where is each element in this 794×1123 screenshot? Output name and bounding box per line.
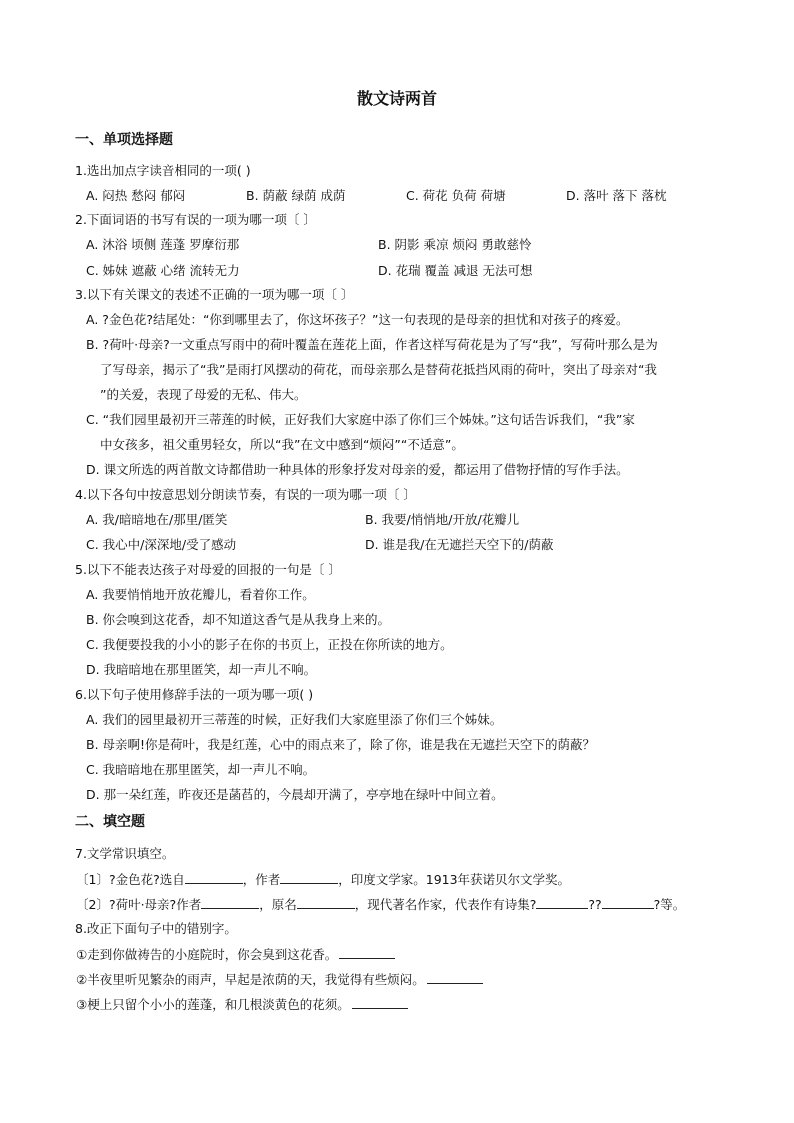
page-title: 散文诗两首: [356, 89, 437, 108]
question-7-line-1: [76, 871, 570, 888]
question-1-option-a[interactable]: A. 闷热 愁闷 郁闷: [86, 188, 186, 203]
question-5-option-a[interactable]: A. 我要悄悄地开放花瓣儿，看着你工作。: [86, 587, 315, 602]
question-1-stem: 1.选出加点字读音相同的一项( ): [75, 163, 251, 178]
question-8-sentence-3-text: ③梗上只留个小小的莲蓬，和几根淡黄色的花须。: [76, 997, 350, 1012]
answer-blank[interactable]: [297, 896, 355, 909]
question-3-option-b-line3: ”的关爱，表现了母爱的无私、伟大。: [100, 387, 307, 402]
question-4-stem: 4.以下各句中按意思划分朗读节奏，有误的一项为哪一项〔 〕: [75, 487, 416, 502]
answer-blank[interactable]: [185, 871, 243, 884]
question-8-sentence-1-text: ①走到你做祷告的小庭院时，你会臭到这花香。: [76, 947, 338, 962]
question-6-option-d[interactable]: D. 那一朵红莲，昨夜还是菡萏的，今晨却开满了，亭亭地在绿叶中间立着。: [86, 787, 504, 802]
question-3-option-c-line2: 中女孩多，祖父重男轻女，所以“我”在文中感到“烦闷”“不适意”。: [100, 437, 464, 452]
question-8-stem: 8.改正下面句子中的错别字。: [75, 921, 237, 936]
question-6-option-a[interactable]: A. 我们的园里最初开三蒂莲的时候，正好我们大家庭里添了你们三个姊妹。: [86, 712, 503, 727]
question-7-line-2: [76, 896, 685, 913]
question-2-option-b[interactable]: B. 阴影 乘凉 烦闷 勇敢慈怜: [378, 237, 532, 252]
question-4-option-a[interactable]: A. 我/暗暗地在/那里/匿笑: [86, 512, 228, 527]
question-1-option-c[interactable]: C. 荷花 负荷 荷塘: [406, 188, 506, 203]
question-7-line-1-text-3: ，印度文学家。1913年获诺贝尔文学奖。: [338, 872, 571, 887]
question-6-stem: 6.以下句子使用修辞手法的一项为哪一项( ): [75, 687, 314, 702]
answer-blank[interactable]: [352, 996, 408, 1009]
question-8-sentence-2: [76, 971, 483, 988]
question-5-option-c[interactable]: C. 我便要投我的小小的影子在你的书页上，正投在你所读的地方。: [86, 637, 453, 652]
question-1-option-d[interactable]: D. 落叶 落下 落枕: [566, 188, 667, 203]
question-3-option-c-line1[interactable]: C. “我们园里最初开三蒂莲的时候，正好我们大家庭中添了你们三个姊妹。”这句话告诉我们，“我”家: [86, 412, 635, 427]
question-3-option-d[interactable]: D. 课文所选的两首散文诗都借助一种具体的形象抒发对母亲的爱，都运用了借物抒情的写作手法。: [86, 462, 629, 477]
question-8-sentence-1: [76, 946, 395, 963]
question-3-option-b-line2: 了写母亲，揭示了“我”是雨打风摆动的荷花，而母亲那么是替荷花抵挡风雨的荷叶，突出了母亲对“我: [100, 362, 657, 377]
question-3-option-a[interactable]: A. ?金色花?结尾处：“你到哪里去了，你这坏孩子？”这一句表现的是母亲的担忧和对孩子的疼爱。: [86, 312, 629, 327]
question-5-stem: 5.以下不能表达孩子对母爱的回报的一句是〔 〕: [75, 562, 341, 577]
question-7-line-2-text-5: ?等。: [653, 897, 686, 912]
question-7-stem: 7.文学常识填空。: [75, 846, 175, 861]
question-7-line-1-text-1: 〔1〕?金色花?选自: [76, 872, 185, 887]
question-4-option-c[interactable]: C. 我心中/深深地/受了感动: [86, 537, 237, 552]
question-4-option-d[interactable]: D. 谁是我/在无遮拦天空下的/荫蔽: [365, 537, 554, 552]
question-6-option-b[interactable]: B. 母亲啊!你是荷叶，我是红莲，心中的雨点来了，除了你，谁是我在无遮拦天空下的荫蔽？: [86, 737, 596, 752]
answer-blank[interactable]: [536, 896, 588, 909]
answer-blank[interactable]: [602, 896, 654, 909]
question-2-option-c[interactable]: C. 姊妹 遮蔽 心绪 流转无力: [86, 263, 240, 278]
question-8-sentence-3: [76, 996, 408, 1013]
section-heading-fill: 二、填空题: [75, 814, 145, 830]
question-2-option-d[interactable]: D. 花瑞 覆盖 减退 无法可想: [378, 263, 533, 278]
question-7-line-2-text-1: 〔2〕?荷叶·母亲?作者: [76, 897, 202, 912]
question-8-sentence-2-text: ②半夜里听见繁杂的雨声，早起是浓荫的天，我觉得有些烦闷。: [76, 972, 425, 987]
question-3-option-b-line1[interactable]: B. ?荷叶·母亲?一文重点写雨中的荷叶覆盖在莲花上面，作者这样写荷花是为了写“我”，写荷叶那么是为: [86, 337, 658, 352]
question-2-stem: 2.下面词语的书写有误的一项为哪一项〔 〕: [75, 212, 316, 227]
answer-blank[interactable]: [201, 896, 259, 909]
question-5-option-d[interactable]: D. 我暗暗地在那里匿笑，却一声儿不响。: [86, 662, 317, 677]
answer-blank[interactable]: [280, 871, 338, 884]
answer-blank[interactable]: [339, 946, 395, 959]
question-7-line-2-text-4: ??: [588, 897, 602, 912]
question-1-option-b[interactable]: B. 荫蔽 绿荫 成荫: [246, 188, 346, 203]
question-4-option-b[interactable]: B. 我要/悄悄地/开放/花瓣儿: [365, 512, 520, 527]
question-7-line-2-text-2: ，原名: [259, 897, 297, 912]
question-6-option-c[interactable]: C. 我暗暗地在那里匿笑，却一声儿不响。: [86, 762, 316, 777]
question-5-option-b[interactable]: B. 你会嗅到这花香，却不知道这香气是从我身上来的。: [86, 612, 391, 627]
question-7-line-2-text-3: ，现代著名作家，代表作有诗集?: [354, 897, 537, 912]
answer-blank[interactable]: [427, 971, 483, 984]
question-7-line-1-text-2: ，作者: [242, 872, 281, 887]
question-2-option-a[interactable]: A. 沐浴 顷侧 莲蓬 罗摩衍那: [86, 237, 240, 252]
section-heading-choice: 一、单项选择题: [75, 132, 173, 148]
question-3-stem: 3.以下有关课文的表述不正确的一项为哪一项〔 〕: [75, 287, 354, 302]
